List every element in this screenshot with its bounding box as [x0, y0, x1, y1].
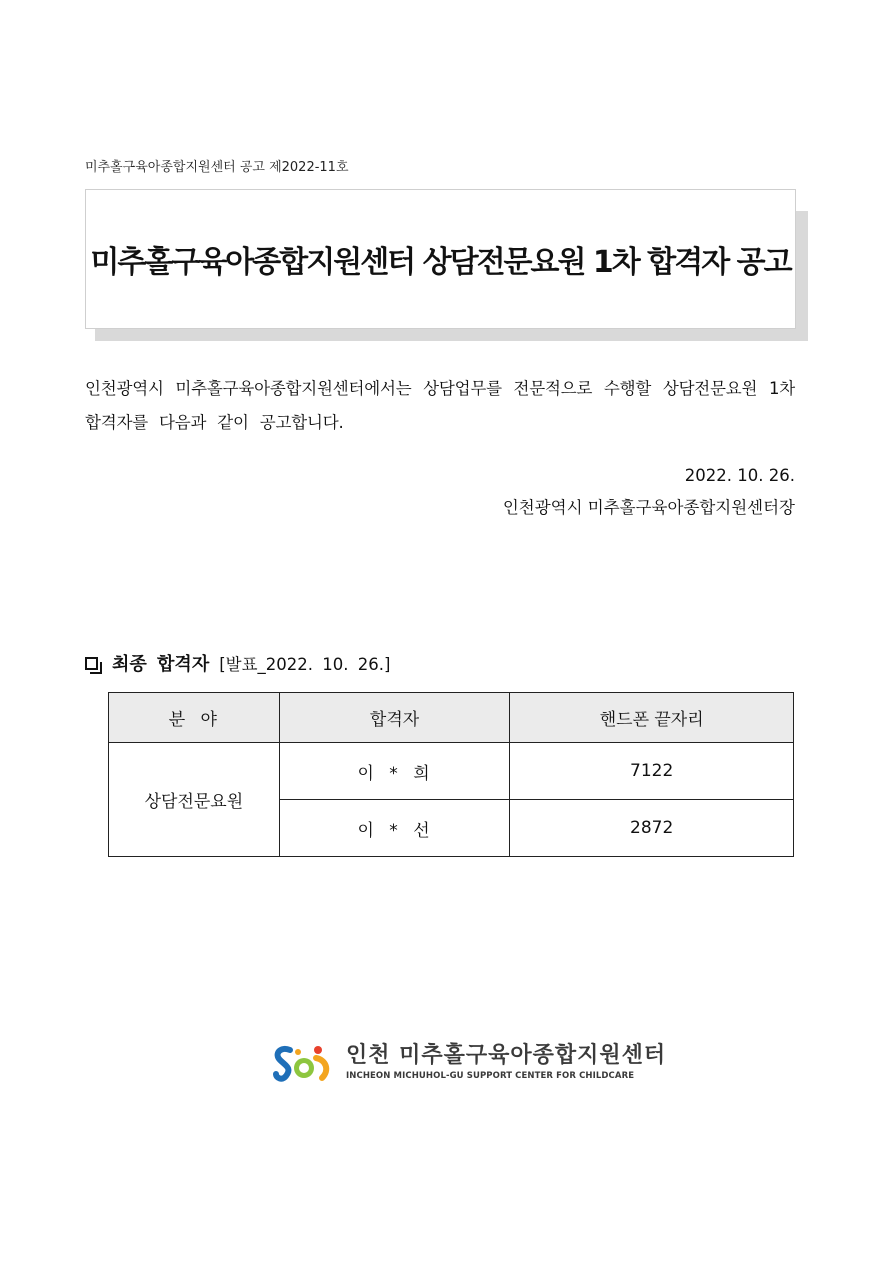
- section-title: 최종 합격자: [112, 654, 210, 675]
- results-table: [108, 692, 794, 857]
- phone-cell: 2872: [510, 800, 794, 857]
- name-cell: 이 * 희: [279, 743, 510, 800]
- section-date: [발표_2022. 10. 26.]: [219, 655, 391, 674]
- phone-cell: 7122: [510, 743, 794, 800]
- title-box: [85, 189, 796, 329]
- document-title: 미추홀구육아종합지원센터 상담전문요원 1차 합격자 공고: [90, 245, 791, 280]
- field-cell: 상담전문요원: [109, 743, 280, 857]
- square-bullet-icon: [85, 657, 98, 670]
- logo-mark-icon: [272, 1040, 334, 1084]
- announcement-date: 2022. 10. 26.: [684, 466, 795, 485]
- section-heading: [85, 650, 390, 676]
- announcement-body: 인천광역시 미추홀구육아종합지원센터에서는 상담업무를 전문적으로 수행할 상담전문요원 1차 합격자를 다음과 같이 공고합니다.: [85, 379, 795, 432]
- header-name: 합격자: [279, 693, 510, 743]
- center-logo: [272, 1040, 666, 1084]
- header-phone: 핸드폰 끝자리: [510, 693, 794, 743]
- table-row: [109, 743, 794, 800]
- header-field: 분 야: [109, 693, 280, 743]
- notice-number: 미추홀구육아종합지원센터 공고 제2022-11호: [85, 160, 349, 175]
- logo-text: [346, 1043, 666, 1081]
- signature-block: [503, 460, 795, 524]
- table-header-row: [109, 693, 794, 743]
- logo-name-ko: 인천 미추홀구육아종합지원센터: [346, 1043, 667, 1068]
- name-cell: 이 * 선: [279, 800, 510, 857]
- logo-name-en: INCHEON MICHUHOL-GU SUPPORT CENTER FOR CHILDCARE: [346, 1071, 635, 1081]
- issuer-name: 인천광역시 미추홀구육아종합지원센터장: [502, 498, 795, 517]
